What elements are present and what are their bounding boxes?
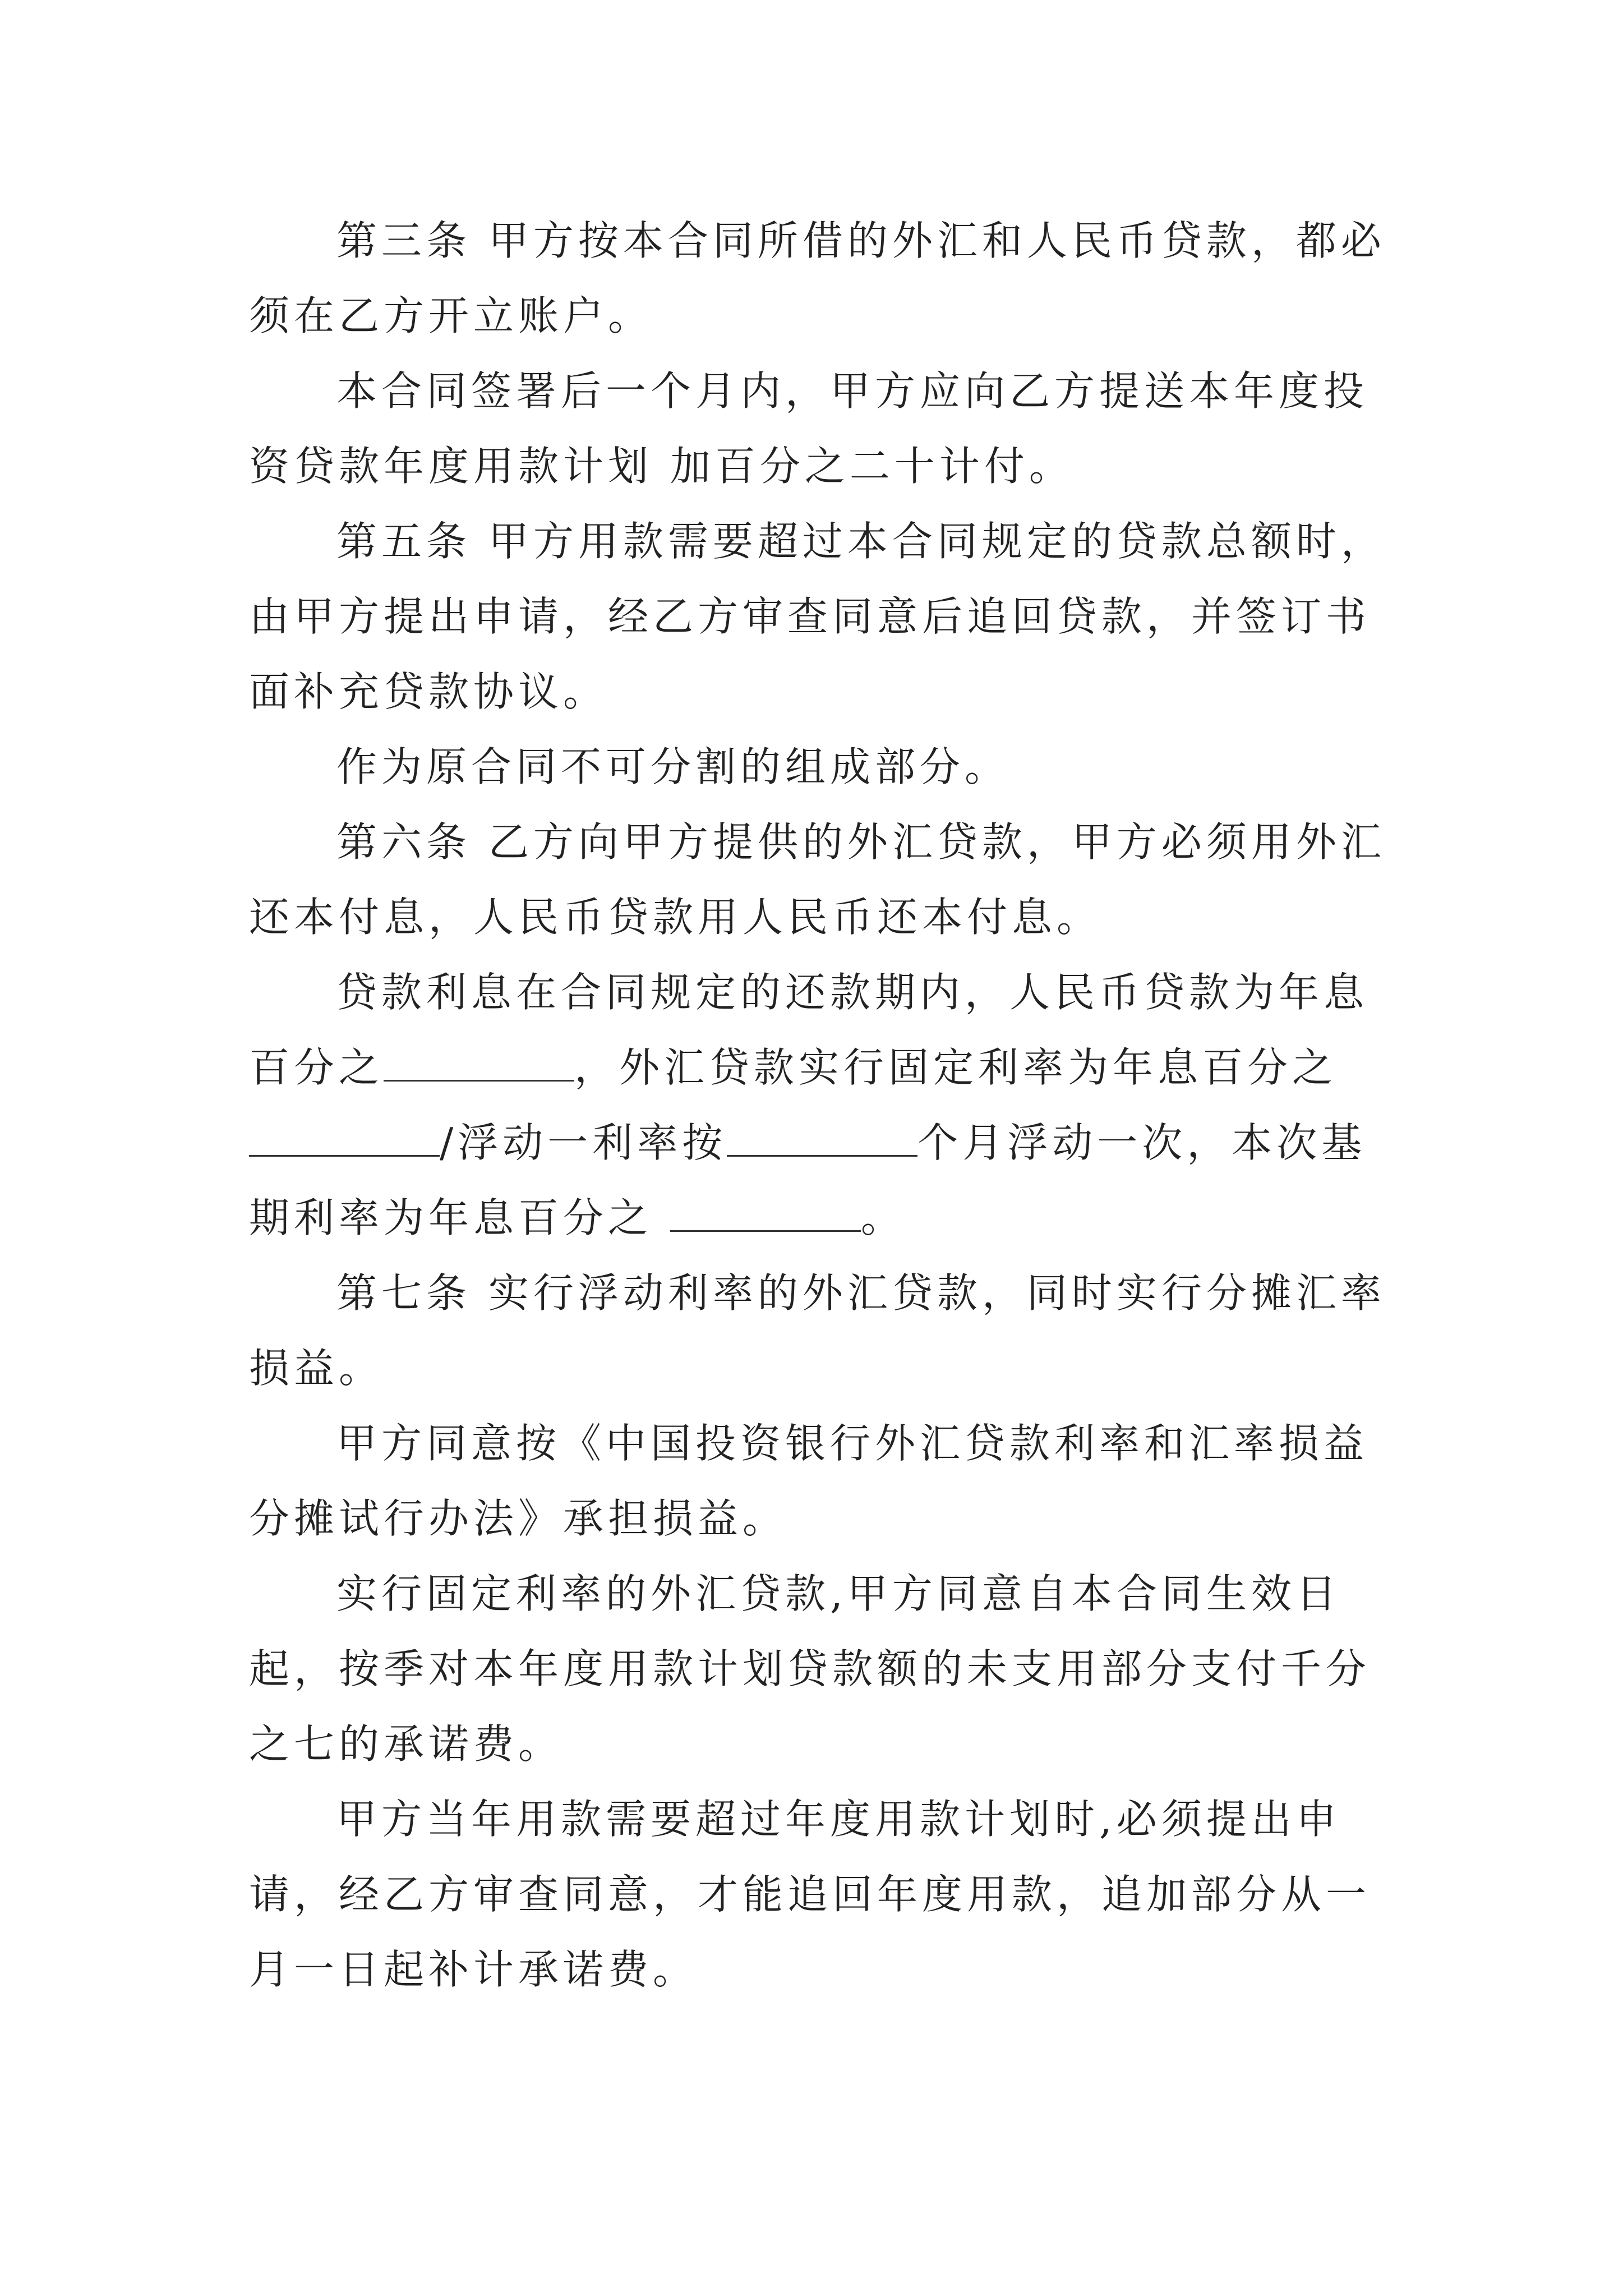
- paragraph-commitment-fee: 实行固定利率的外汇贷款,甲方同意自本合同生效日起，按季对本年度用款计划贷款额的未支用部分支付千分之七的承诺费。: [249, 1570, 1371, 1768]
- interest-text-part-4: 个月浮动一次，本次基期利率为年息百分之: [249, 1119, 1367, 1241]
- base-rate-blank[interactable]: [670, 1183, 861, 1232]
- paragraph-article-5: 第五条 甲方用款需要超过本合同规定的贷款总额时，由甲方提出申请，经乙方审查同意后追回贷款，并签订书面补充贷款协议。: [249, 518, 1386, 715]
- interest-text-part-1: 贷款利息在合同规定的还款期内，人民币贷款为年息百分之: [249, 969, 1369, 1091]
- float-period-blank[interactable]: [727, 1108, 917, 1157]
- paragraph-article-7: 第七条 实行浮动利率的外汇贷款，同时实行分摊汇率损益。: [249, 1269, 1386, 1392]
- interest-text-part-3: /浮动一利率按: [440, 1119, 727, 1166]
- document-body: [249, 203, 1387, 2007]
- paragraph-interest-rates: [249, 955, 1387, 1255]
- fixed-rate-blank[interactable]: [249, 1108, 440, 1157]
- paragraph-loan-plan: 本合同签署后一个月内，甲方应向乙方提送本年度投资贷款年度用款计划 加百分之二十计付。: [249, 367, 1369, 490]
- paragraph-additional-loan: 甲方当年用款需要超过年度用款计划时,必须提出申请，经乙方审查同意，才能追回年度用款，追加部分从一月一日起补计承诺费。: [249, 1796, 1371, 1993]
- rmb-rate-blank[interactable]: [384, 1033, 574, 1082]
- interest-text-part-2: ，外汇贷款实行固定利率为年息百分之: [574, 1044, 1338, 1091]
- paragraph-article-3: 第三条 甲方按本合同所借的外汇和人民币贷款，都必须在乙方开立账户。: [249, 217, 1386, 339]
- paragraph-loss-sharing: 甲方同意按《中国投资银行外汇贷款利率和汇率损益分摊试行办法》承担损益。: [249, 1420, 1369, 1542]
- paragraph-article-6: 第六条 乙方向甲方提供的外汇贷款，甲方必须用外汇还本付息，人民币贷款用人民币还本付息。: [249, 818, 1386, 941]
- interest-text-part-5: 。: [860, 1194, 906, 1241]
- paragraph-original-contract: 作为原合同不可分割的组成部分。: [336, 743, 1010, 790]
